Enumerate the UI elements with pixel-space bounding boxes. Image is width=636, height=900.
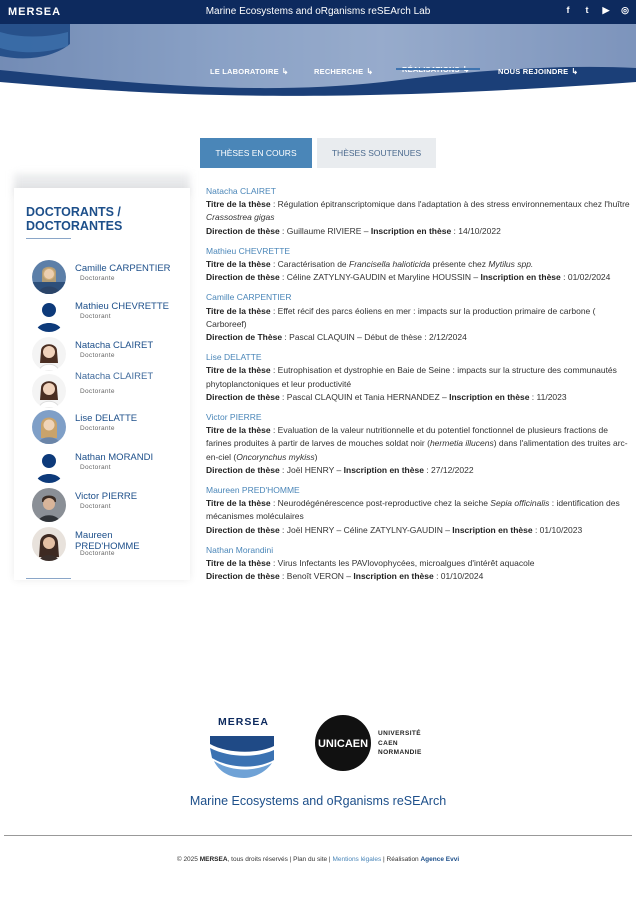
thesis-student-name[interactable]: Nathan Morandini (206, 544, 274, 555)
university-name (378, 729, 422, 758)
avatar-placeholder-icon (32, 298, 66, 332)
nav-label: LE LABORATOIRE (210, 67, 279, 76)
person-role: Doctorante (80, 425, 115, 432)
avatar (32, 488, 66, 522)
person-role: Doctorant (80, 503, 111, 510)
footer-divider (4, 835, 632, 836)
field-label: Direction de thèse (206, 464, 280, 475)
avatar (32, 527, 66, 561)
thesis-direction-text: Céline ZATYLNY-GAUDIN et Maryline HOUSSIN – (286, 272, 481, 283)
field-label: Direction de thèse (206, 571, 280, 582)
hero-wave-graphic (0, 24, 636, 104)
thesis-title-text: ) (314, 451, 318, 462)
person-role: Doctorante (80, 352, 115, 359)
person-name: Maureen PRED'HOMME (75, 530, 140, 552)
field-label: Direction de thèse (206, 272, 280, 283)
field-label: Titre de la thèse (206, 425, 271, 436)
field-label: Titre de la thèse (206, 498, 271, 509)
nav-item-nous-rejoindre[interactable] (498, 67, 578, 76)
avatar (32, 374, 66, 408)
main-nav (0, 67, 636, 81)
person-name: Natacha CLAIRET (75, 371, 154, 382)
copyright-line (0, 856, 636, 863)
thesis-title-text: Caractérisation de (277, 259, 350, 270)
copyright-brand: MERSEA (199, 856, 228, 863)
thesis-entry (206, 351, 630, 404)
lab-title: Marine Ecosystems and oRganisms reSEArch Lab (205, 6, 431, 17)
thesis-date: 01/10/2024 (440, 571, 484, 582)
thesis-student-name[interactable]: Maureen PRED'HOMME (206, 485, 300, 496)
field-label: Inscription en thèse (452, 524, 533, 535)
person-item[interactable] (32, 527, 192, 563)
thesis-direction: Direction de thèse : Joël HENRY – Inscription en thèse : 27/12/2022 (206, 464, 474, 475)
person-name: Mathieu CHEVRETTE (75, 301, 169, 312)
theses-list (206, 185, 630, 590)
thesis-entry (206, 245, 630, 285)
thesis-title-text: : identification des mécanismes moléculaires (206, 498, 620, 522)
footer-tagline: Marine Ecosystems and oRganisms reSEArch (189, 794, 447, 808)
arrow-icon: ↳ (366, 67, 374, 76)
social-links (563, 5, 630, 16)
avatar-placeholder-icon (32, 449, 66, 483)
youtube-icon[interactable]: ▶ (602, 5, 610, 15)
person-name: Lise DELATTE (75, 413, 138, 424)
arrow-icon: ↳ (571, 67, 579, 76)
field-label: Direction de thèse (206, 524, 280, 535)
unicaen-logo[interactable] (314, 714, 372, 772)
field-label: Titre de la thèse (206, 365, 271, 376)
field-label: Direction de thèse (206, 391, 280, 402)
thesis-title: Titre de la thèse : Eutrophisation et dystrophie en Baie de Seine : impacts sur la structure des communautés phytoplanctoniques et leur productivité (206, 365, 617, 389)
copyright-text: | Réalisation (381, 856, 421, 863)
avatar (32, 337, 66, 371)
hero-banner (0, 24, 636, 104)
person-item[interactable] (32, 410, 192, 446)
person-item[interactable] (32, 337, 192, 373)
field-label: Direction de Thèse (206, 332, 283, 343)
tab-theses-soutenues[interactable]: THÈSES SOUTENUES (317, 138, 436, 168)
thesis-title-species: Oncorynchus mykiss (236, 451, 315, 462)
thesis-entry (206, 291, 630, 344)
thesis-title-text: Effet récif des parcs éoliens en mer : impacts sur la production primaire de carbone ( Carboreef) (206, 305, 596, 329)
thesis-student-name[interactable]: Victor PIERRE (206, 412, 262, 423)
thesis-student-name[interactable]: Lise DELATTE (206, 352, 262, 363)
thesis-title-species: Sepia officinalis (490, 498, 550, 509)
unicaen-logo-text: UNICAEN (317, 738, 369, 750)
field-label: Inscription en thèse (353, 571, 434, 582)
person-name: Nathan MORANDI (75, 452, 154, 463)
person-item[interactable] (32, 260, 192, 296)
top-bar (0, 0, 636, 24)
thesis-direction: Direction de thèse : Céline ZATYLNY-GAUDIN et Maryline HOUSSIN – Inscription en thèse : 01/02/2024 (206, 272, 611, 283)
copyright-text: © 2025 (176, 856, 200, 863)
twitter-icon[interactable]: t (585, 5, 589, 15)
thesis-title: Titre de la thèse : Virus Infectants les PAVlovophycées, microalgues d'intérêt aquacole (206, 558, 535, 569)
person-role: Doctorant (80, 313, 111, 320)
field-label: Titre de la thèse (206, 259, 271, 270)
sidebar-title: DOCTORANTS / DOCTORANTES (26, 205, 123, 233)
university-line: CAEN (378, 739, 399, 747)
copyright-text[interactable]: , tous droits réservés | Plan du site | (227, 856, 333, 863)
thesis-title-text: ) dans l'alimentation des truites arc-en-ciel ( (206, 438, 628, 462)
thesis-student-name[interactable]: Natacha CLAIRET (206, 186, 276, 196)
nav-item-laboratoire[interactable] (210, 67, 289, 76)
university-line: NORMANDIE (378, 749, 422, 756)
thesis-title-text: Evaluation de la valeur nutritionnelle et du potentiel fonctionnel de plusieurs fractions de farines produites à partir de larves de mouches soldat noir ( (206, 425, 608, 449)
field-label: Titre de la thèse (206, 199, 271, 210)
thesis-direction: Direction de thèse : Guillaume RIVIERE – Inscription en thèse : 14/10/2022 (206, 225, 501, 236)
thesis-title-species: Crassostrea gigas (206, 212, 275, 223)
person-name: Victor PIERRE (75, 491, 138, 502)
thesis-entry (206, 411, 630, 477)
person-role: Doctorante (80, 275, 115, 282)
thesis-entry (206, 484, 630, 537)
thesis-entry (206, 185, 630, 238)
thesis-title: Titre de la thèse : Caractérisation de Francisella halioticida présente chez Mytilus spp. (206, 259, 534, 270)
nav-label: RECHERCHE (314, 67, 364, 76)
active-nav-indicator (396, 68, 480, 70)
mersea-wave-logo[interactable] (208, 730, 278, 790)
facebook-icon[interactable]: f (566, 5, 570, 15)
thesis-title-text: présente chez (430, 259, 489, 270)
person-name: Camille CARPENTIER (75, 263, 171, 274)
thesis-title: Titre de la thèse : Evaluation de la valeur nutritionnelle et du potentiel fonctionnel de plusieurs fractions de farines produites à partir de larves de mouches soldat noir (hermetia illucens) dans l'alimentation des truites arc-en-ciel (Oncorynchus mykiss) (206, 425, 628, 462)
thesis-direction-text: Joël HENRY – (286, 464, 344, 475)
thesis-direction-text: Pascal CLAQUIN – Début de thèse : 2/12/2024 (289, 332, 467, 343)
person-item[interactable] (32, 449, 192, 485)
thesis-direction: Direction de thèse : Joël HENRY – Céline ZATYLNY-GAUDIN – Inscription en thèse : 01/10/2023 (206, 524, 583, 535)
thesis-title: Titre de la thèse : Régulation épitranscriptomique dans l'adaptation à des stress environnementaux chez l'huître Crassostrea gigas (206, 199, 630, 223)
thesis-direction: Direction de thèse : Pascal CLAQUIN et Tania HERNANDEZ – Inscription en thèse : 11/2023 (206, 391, 567, 402)
thesis-title-text: Neurodégénérescence post-reproductive chez la seiche (277, 498, 491, 509)
thesis-direction-text: Joël HENRY – Céline ZATYLNY-GAUDIN – (286, 524, 453, 535)
arrow-icon: ↳ (281, 67, 289, 76)
thesis-title: Titre de la thèse : Neurodégénérescence post-reproductive chez la seiche Sepia officinalis : identification des mécanismes moléculaires (206, 498, 620, 522)
divider (26, 578, 71, 579)
university-line: UNIVERSITÉ (378, 730, 422, 737)
nav-label: NOUS REJOINDRE (498, 67, 569, 76)
thesis-date: 11/2023 (536, 391, 567, 402)
tab-theses-en-cours[interactable]: THÈSES EN COURS (200, 138, 312, 168)
thesis-direction: Direction de Thèse : Pascal CLAQUIN – Début de thèse : 2/12/2024 (206, 332, 467, 343)
field-label: Direction de thèse (206, 225, 280, 236)
thesis-entry (206, 544, 630, 584)
thesis-student-name[interactable]: Mathieu CHEVRETTE (206, 245, 291, 256)
thesis-direction-text: Pascal CLAQUIN et Tania HERNANDEZ – (286, 391, 450, 402)
field-label: Inscription en thèse (449, 391, 530, 402)
field-label: Inscription en thèse (480, 272, 561, 283)
person-name: Natacha CLAIRET (75, 340, 154, 351)
field-label: Titre de la thèse (206, 305, 271, 316)
avatar (32, 410, 66, 444)
thesis-title-text: Régulation épitranscriptomique dans l'adaptation à des stress environnementaux chez l'huître (277, 199, 630, 210)
thesis-title-species: Francisella halioticida (349, 259, 431, 270)
field-label: Inscription en thèse (370, 225, 452, 236)
thesis-title-species: hermetia illucens (429, 438, 494, 449)
thesis-student-name[interactable]: Camille CARPENTIER (206, 292, 292, 303)
thesis-direction-text: Guillaume RIVIERE – (286, 225, 371, 236)
thesis-direction: Direction de thèse : Benoît VERON – Inscription en thèse : 01/10/2024 (206, 571, 484, 582)
field-label: Titre de la thèse (206, 558, 271, 569)
thesis-title-species: Mytilus spp. (488, 259, 534, 270)
thesis-date: 01/02/2024 (567, 272, 611, 283)
person-role: Doctorante (80, 388, 115, 395)
field-label: Inscription en thèse (343, 464, 424, 475)
person-role: Doctorant (80, 464, 111, 471)
divider (26, 238, 71, 239)
doctorants-sidebar (14, 188, 190, 580)
agency-link[interactable]: Agence Evvi (420, 856, 460, 863)
thesis-direction-text: Benoît VERON – (286, 571, 354, 582)
nav-item-recherche[interactable] (314, 67, 373, 76)
thesis-title-text: Eutrophisation et dystrophie en Baie de Seine : impacts sur la structure des communautés phytoplanctoniques et leur productivité (206, 365, 617, 389)
person-item[interactable] (32, 298, 192, 334)
thesis-title-text: Virus Infectants les PAVlovophycées, microalgues d'intérêt aquacole (277, 558, 535, 569)
instagram-icon[interactable]: ◎ (621, 5, 629, 15)
legal-notice-link[interactable]: Mentions légales (332, 856, 382, 863)
thesis-title: Titre de la thèse : Effet récif des parcs éoliens en mer : impacts sur la production primaire de carbone ( Carboreef) (206, 305, 596, 329)
person-item[interactable] (32, 488, 192, 524)
footer-mersea-logo-text[interactable]: MERSEA (218, 716, 269, 728)
person-role: Doctorante (80, 550, 115, 557)
thesis-date: 14/10/2022 (458, 225, 501, 236)
avatar (32, 260, 66, 294)
site-logo[interactable]: MERSEA (8, 6, 62, 18)
thesis-date: 01/10/2023 (539, 524, 583, 535)
person-item[interactable] (32, 371, 192, 410)
thesis-date: 27/12/2022 (431, 464, 474, 475)
